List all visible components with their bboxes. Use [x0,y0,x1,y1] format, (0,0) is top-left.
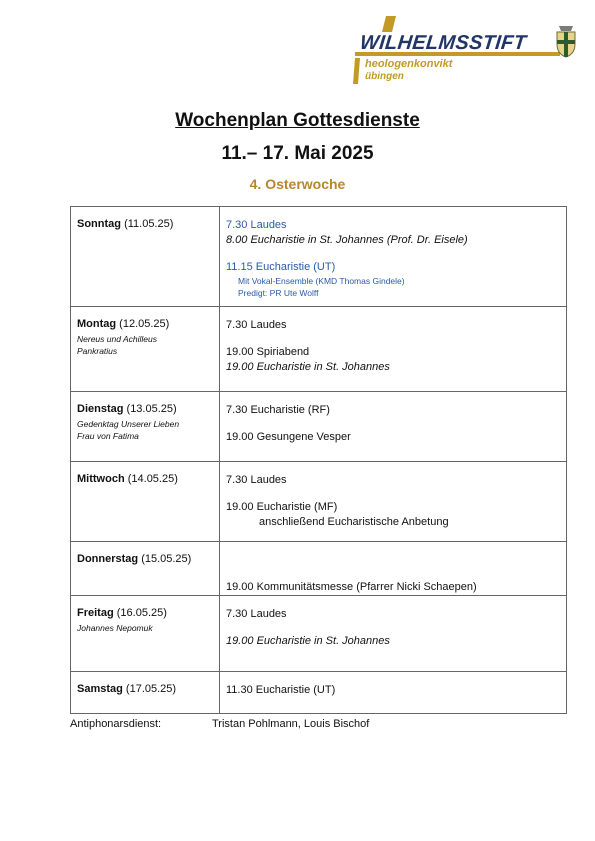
schedule-row [71,542,567,596]
services-cell [220,392,567,462]
services-cell [220,672,567,714]
service-entry: 19.00 Kommunitätsmesse (Pfarrer Nicki Schaepen) [226,581,477,593]
services-cell [220,462,567,542]
block-spacer [226,622,560,634]
service-entry: 19.00 Spiriabend [226,346,310,358]
wilhelmsstift-logo [352,14,582,86]
saint-line: Pankratius [77,346,118,356]
services-cell-content [220,207,566,299]
service-entry: 7.30 Laudes [226,219,287,231]
schedule-body [71,207,567,714]
schedule-row [71,207,567,307]
day-cell-content [71,207,219,230]
schedule-row [71,462,567,542]
footer-label: Antiphonarsdienst: [70,718,162,730]
day-cell [71,207,220,307]
day-cell-content [71,596,219,634]
logo-name: WILHELMSSTIFT [358,32,528,54]
day-date: (11.05.25) [124,218,174,230]
day-cell [71,596,220,672]
day-header [77,607,213,619]
service-entry: anschließend Eucharistische Anbetung [259,516,449,528]
saint-line: Gedenktag Unserer Lieben [77,419,180,429]
schedule-row [71,392,567,462]
day-date: (16.05.25) [116,607,167,619]
day-header [77,403,213,415]
service-entry: 7.30 Laudes [226,319,287,331]
day-cell-content [71,672,219,695]
service-entry: 19.00 Eucharistie (MF) [226,501,338,513]
day-cell [71,307,220,392]
block-spacer [226,333,560,345]
footer-names: Tristan Pohlmann, Louis Bischof [212,718,370,730]
services-cell-content [220,462,566,530]
week-label: 4. Osterwoche [249,176,346,192]
day-cell-content [71,392,219,442]
saint-line: Johannes Nepomuk [77,623,153,633]
saint-line: Nereus und Achilleus [77,334,158,344]
day-header [77,683,213,695]
day-name: Dienstag [77,403,124,415]
block-spacer [226,248,560,260]
service-entry: 11.30 Eucharistie (UT) [226,684,336,696]
crest-icon [553,24,579,58]
saint-of-day [77,622,213,634]
block-spacer [226,418,560,430]
saint-of-day [77,418,213,442]
schedule-row [71,307,567,392]
service-entry: Predigt: PR Ute Wolff [238,288,319,298]
service-entry: 7.30 Eucharistie (RF) [226,404,330,416]
day-date: (12.05.25) [119,318,170,330]
day-cell [71,392,220,462]
day-name: Montag [77,318,117,330]
services-cell [220,307,567,392]
day-cell-content [71,462,219,485]
day-date: (13.05.25) [126,403,177,415]
day-cell [71,542,220,596]
services-cell-content [220,392,566,445]
saint-line: Frau von Fatima [77,431,139,441]
saint-of-day [77,333,213,357]
logo-subtitle-2: übingen [365,71,404,82]
services-cell-content [220,596,566,649]
page-title: Wochenplan Gottesdienste [175,110,420,131]
services-cell [220,596,567,672]
schedule-row [71,596,567,672]
service-entry: 7.30 Laudes [226,608,287,620]
footer-antiphonarsdienst [70,718,369,730]
logo-subtitle-1: heologenkonvikt [365,58,453,70]
service-entry: Mit Vokal-Ensemble (KMD Thomas Gindele) [238,276,405,286]
service-entry [226,553,560,568]
day-date: (15.05.25) [141,553,192,565]
services-cell-content [220,672,566,698]
service-entry: 11.15 Eucharistie (UT) [226,261,336,273]
day-cell-content [71,307,219,357]
day-cell-content [71,542,219,565]
services-cell [220,542,567,596]
day-header [77,218,213,230]
day-name: Donnerstag [77,553,139,565]
service-entry: 19.00 Gesungene Vesper [226,431,351,443]
block-spacer [226,568,560,580]
day-date: (14.05.25) [127,473,178,485]
day-header [77,318,213,330]
service-entry: 19.00 Eucharistie in St. Johannes [226,635,390,647]
service-schedule-table [70,206,567,714]
day-date: (17.05.25) [125,683,177,695]
date-range: 11.– 17. Mai 2025 [221,143,374,164]
day-header [77,553,213,565]
services-cell-content [220,307,566,375]
day-name: Samstag [77,683,123,695]
day-header [77,473,213,485]
day-name: Mittwoch [77,473,125,485]
day-name: Freitag [77,607,114,619]
day-name: Sonntag [77,218,121,230]
services-cell-content [220,542,566,595]
services-cell [220,207,567,307]
service-entry: 19.00 Eucharistie in St. Johannes [226,361,390,373]
day-cell [71,462,220,542]
day-cell [71,672,220,714]
service-entry: 7.30 Laudes [226,474,287,486]
schedule-row [71,672,567,714]
service-entry: 8.00 Eucharistie in St. Johannes (Prof. Dr. Eisele) [226,234,468,246]
block-spacer [226,488,560,500]
